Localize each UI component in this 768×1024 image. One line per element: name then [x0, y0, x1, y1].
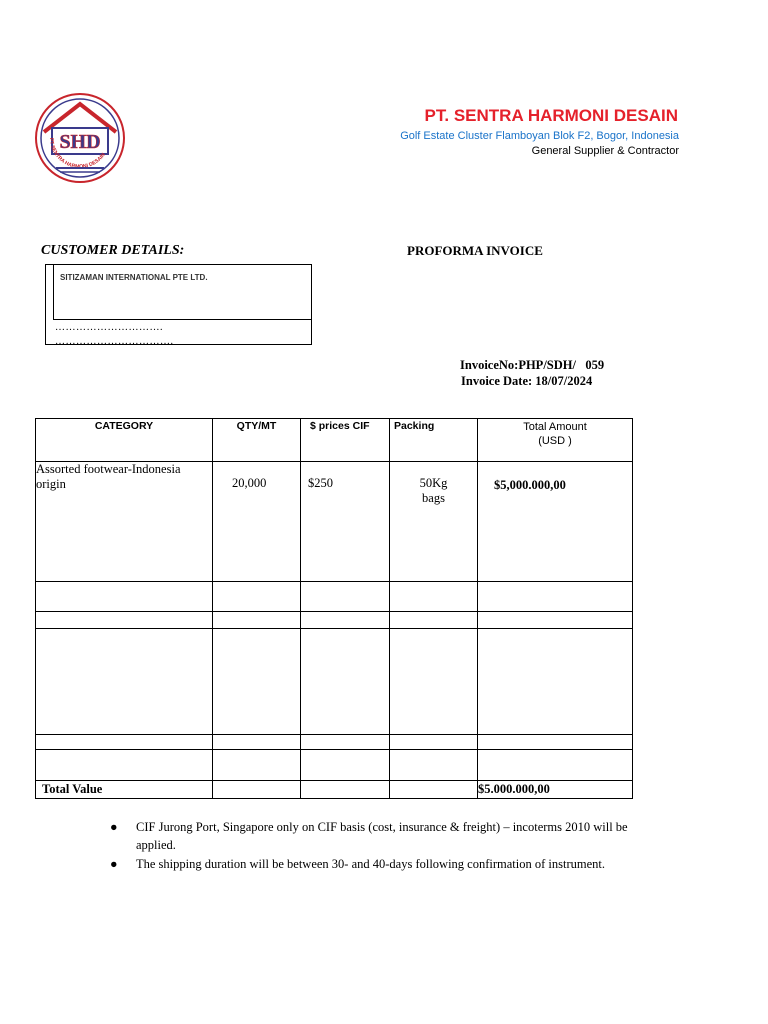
table-row	[36, 612, 633, 629]
table-row	[36, 735, 633, 750]
list-item	[110, 855, 630, 873]
item-category: Assorted footwear-Indonesia origin	[36, 462, 213, 582]
table-row	[36, 629, 633, 735]
table-row	[36, 750, 633, 781]
header-packing: Packing	[390, 419, 478, 462]
total-value-amount: $5.000.000,00	[478, 781, 633, 799]
item-packing-unit: bags	[422, 491, 445, 505]
item-packing-size: 50Kg	[419, 476, 448, 490]
total-value-label: Total Value	[36, 781, 213, 799]
item-total: $5,000.000,00	[478, 462, 633, 582]
header-qty: QTY/MT	[213, 419, 301, 462]
header-price: $ prices CIF	[301, 419, 390, 462]
company-address: Golf Estate Cluster Flamboyan Blok F2, Bogor, Indonesia	[400, 130, 679, 142]
term-text: CIF Jurong Port, Singapore only on CIF basis (cost, insurance & freight) – incoterms 2010 will be applied.	[136, 820, 628, 852]
item-qty: 20,000	[213, 462, 301, 582]
table-header-row	[36, 419, 633, 462]
invoice-number: InvoiceNo:PHP/SDH/ 059	[460, 358, 605, 372]
logo-ring-text: PT SENTRA HARMONI DESAIN	[47, 137, 107, 171]
header-category: CATEGORY	[36, 419, 213, 462]
company-tagline: General Supplier & Contractor	[531, 145, 679, 157]
table-row	[36, 462, 633, 582]
document-title: PROFORMA INVOICE	[407, 243, 543, 258]
invoice-date: Invoice Date: 18/07/2024	[461, 374, 593, 388]
term-text: The shipping duration will be between 30- and 40-days following confirmation of instrument.	[136, 857, 606, 871]
list-item	[110, 818, 630, 854]
header-total-amount	[478, 419, 633, 462]
bullet-icon: ●	[110, 820, 118, 834]
header-total-currency: (USD )	[538, 435, 572, 447]
customer-address-line: …………………………….	[55, 336, 174, 347]
item-price: $250	[301, 462, 390, 582]
header-total-label: Total Amount	[523, 421, 587, 433]
table-total-row	[36, 781, 633, 799]
customer-details-heading: CUSTOMER DETAILS:	[41, 243, 185, 258]
invoice-items-table	[35, 418, 633, 799]
company-logo	[34, 92, 126, 184]
table-row	[36, 582, 633, 612]
bullet-icon: ●	[110, 857, 118, 871]
item-packing	[390, 462, 478, 582]
customer-address-line: ………………………….	[55, 322, 163, 333]
customer-details-box	[45, 264, 312, 345]
company-name: PT. SENTRA HARMONI DESAIN	[424, 106, 678, 125]
logo-monogram: SHD	[59, 131, 101, 153]
customer-name: SITIZAMAN INTERNATIONAL PTE LTD.	[60, 273, 208, 282]
terms-list	[110, 818, 630, 874]
